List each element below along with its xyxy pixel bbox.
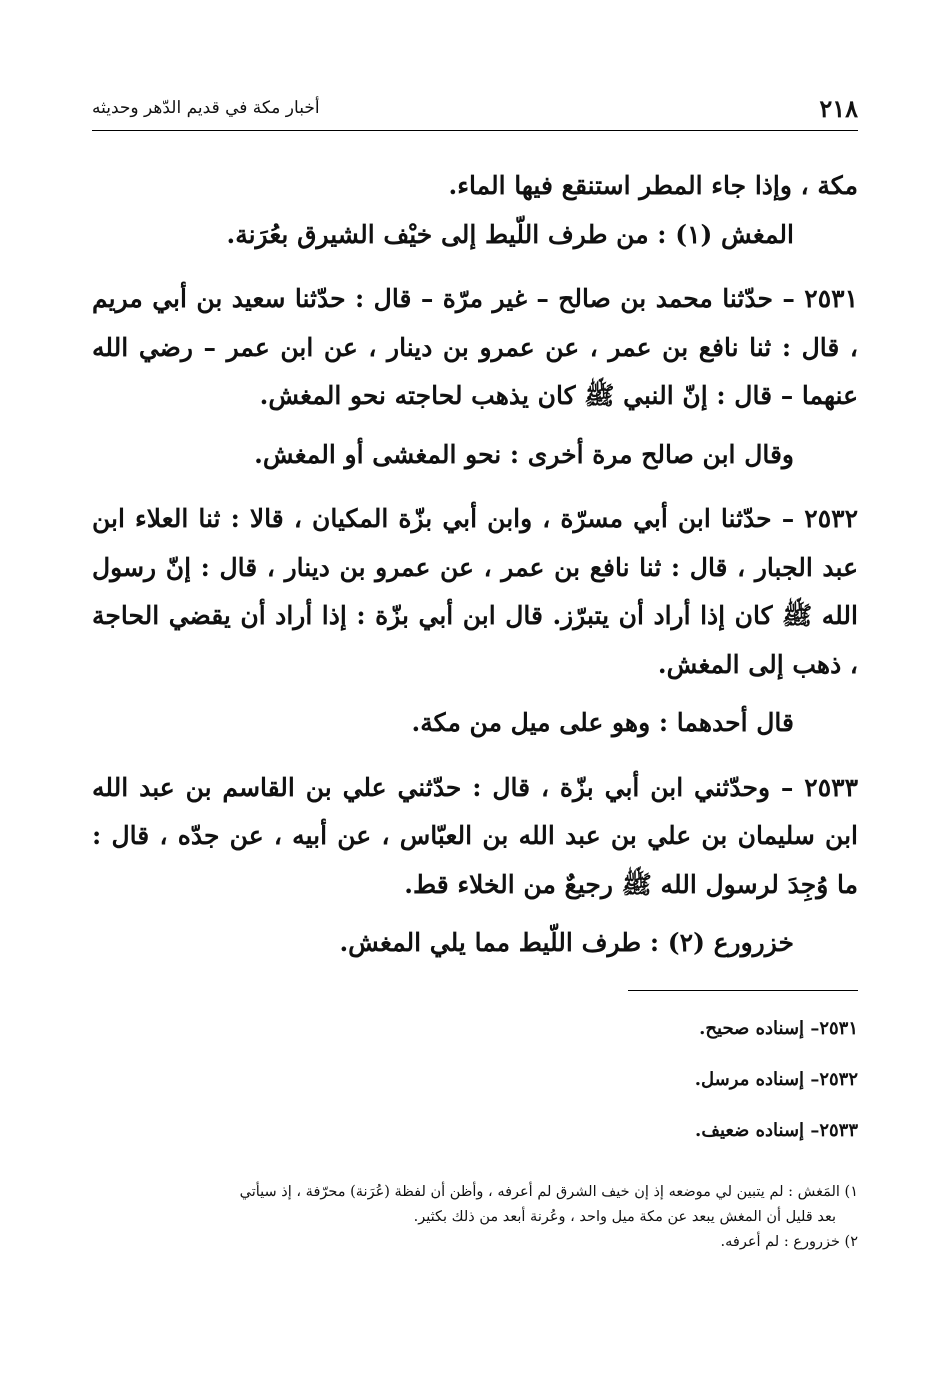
hadith-2531: ٢٥٣١ – حدّثنا محمد بن صالح – غير مرّة – قال : حدّثنا سعيد بن أبي مريم ، قال : ثنا نافع بن عمر ، عن عمرو بن دينار ، عن ابن عمر – رضي الله عنهما – قال : إنّ النبي ﷺ كان يذهب لحاجته نحو المغش. <box>92 284 858 410</box>
footnote-1-continuation: بعد قليل أن المغش يبعد عن مكة ميل واحد ، وعُرنة أبعد من ذلك بكثير. <box>413 1209 836 1225</box>
footnotes <box>92 1180 858 1255</box>
grading-item: ٢٥٣٢– إسناده مرسل. <box>694 1069 858 1090</box>
page-header <box>92 88 858 128</box>
footnote-2: ٢) خزرورع : لم أعرفه. <box>720 1234 858 1250</box>
definition-khazrawra: خزرورع (٢) : طرف اللّيط مما يلي المغش. <box>339 928 794 957</box>
grading-item: ٢٥٣١– إسناده صحيح. <box>699 1018 858 1039</box>
header-divider <box>92 130 858 131</box>
definition-mughash: المغش (١) : من طرف اللّيط إلى خيْف الشيرق بعُرَنة. <box>226 219 794 249</box>
footnote-1: ١) المَغش : لم يتبين لي موضعه إذ إن خيف الشرق لم أعرفه ، وأظن أن لفظة (عُرَنة) محرّفة ، إذ سيأتي <box>239 1184 858 1200</box>
grading-divider <box>628 990 858 991</box>
paragraph-continuation: مكة ، وإذا جاء المطر استنقع فيها الماء. <box>448 171 858 200</box>
page-number: ٢١٨ <box>819 93 858 123</box>
hadith-2531-note: وقال ابن صالح مرة أخرى : نحو المغشى أو المغش. <box>254 439 794 469</box>
hadith-2532: ٢٥٣٢ – حدّثنا ابن أبي مسرّة ، وابن أبي بزّة المكيان ، قالا : ثنا العلاء ابن عبد الجبار ، قال : ثنا نافع بن عمر ، عن عمرو بن دينار ، قال : إنّ رسول الله ﷺ كان إذا أراد أن يتبرّز. قال ابن أبي بزّة : إذا أراد أن يقضي الحاجة ، ذهب إلى المغش. <box>92 504 858 679</box>
isnad-grading-list <box>458 1003 858 1156</box>
running-title: أخبار مكة في قديم الدّهر وحديثه <box>92 98 320 118</box>
main-text <box>92 162 858 978</box>
hadith-2532-note: قال أحدهما : وهو على ميل من مكة. <box>411 708 794 737</box>
hadith-2533: ٢٥٣٣ – وحدّثني ابن أبي بزّة ، قال : حدّثني علي بن القاسم بن عبد الله ابن سليمان بن علي بن عبد الله بن العبّاس ، عن أبيه ، عن جدّه ، قال : ما وُجِدَ لرسول الله ﷺ رجيعٌ من الخلاء قط. <box>92 772 858 899</box>
grading-item: ٢٥٣٣– إسناده ضعيف. <box>695 1120 858 1141</box>
